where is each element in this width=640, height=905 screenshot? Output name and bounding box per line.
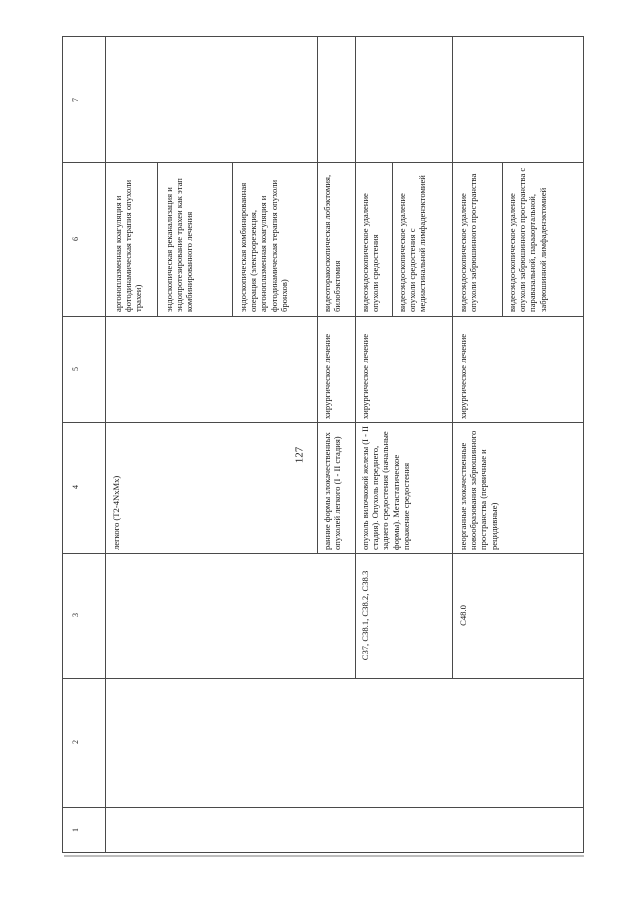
col-boundary-1-2: [62, 807, 584, 808]
retro-method-2: видеоэндоскопическое удаление опухоли забрюшинного пространства с паравазальной, парааортальной, забрюшинной лимфаденэктомией: [507, 167, 548, 312]
table-border-top: [62, 36, 584, 37]
lung-method-1: аргоноплазменная коагуляция и фотодинамическая терапия опухоли трахеи): [113, 179, 144, 312]
retro-treatment: хирургическое лечение: [458, 333, 468, 419]
thymus-codes: C37, C38.1, C38.2, C38.3: [360, 570, 370, 661]
scan-shadow: [64, 855, 584, 857]
col-header-6: 6: [71, 237, 80, 241]
row-sep-thymus: [355, 36, 356, 679]
lung-diagnosis: легкого (T2-4NxMx): [111, 475, 121, 550]
thymus-method-1: видеоэндоскопическое удаление опухоли средостения: [360, 193, 381, 312]
thymus-diagnosis: опухоль вилочковой железы (I - II стадия). Опухоль переднего, заднего средостения (начальные формы). Метастатическое поражение средостения: [360, 426, 411, 550]
col-header-2: 2: [71, 740, 80, 744]
col-boundary-2-3: [62, 678, 584, 679]
retro-method-1: видеоэндоскопическое удаление опухоли забрюшинного пространства: [458, 173, 479, 312]
lung-method-2: эндоскопическая реканализация и эндопротезирование трахеи как этап комбинированного лечения: [164, 178, 195, 312]
col-boundary-4-5: [62, 422, 584, 423]
col-boundary-3-4: [62, 553, 584, 554]
col-header-3: 3: [71, 613, 80, 617]
thymus-treatment: хирургическое лечение: [360, 333, 370, 419]
lung-early-diagnosis: ранние формы злокачественных опухолей легкого (I - II стадия): [322, 432, 343, 550]
row4-sub-sep: [502, 162, 503, 316]
table-border-left: [62, 36, 63, 853]
lung-early-treatment: хирургическое лечение: [322, 333, 332, 419]
col-header-7: 7: [71, 98, 80, 102]
table-border-right: [583, 36, 584, 853]
row1-sub-sep-b: [232, 162, 233, 316]
row1-sub-sep-a: [157, 162, 158, 316]
col-boundary-6-7: [62, 162, 584, 163]
lung-method-3: эндоскопическая комбинированная операция (электрорезекция, аргоноплазменная коагуляция и фотодинамическая терапия опухоли бронхов): [238, 179, 289, 312]
col-header-4: 4: [71, 485, 80, 489]
header-separator: [105, 36, 106, 853]
col-header-5: 5: [71, 367, 80, 371]
thymus-method-2: видеоэндоскопическое удаление опухоли средостения с медиастинальной лимфаденэктомией: [397, 175, 428, 312]
lung-early-method: видеоторакоскопическая лобэктомия, билобэктомия: [322, 174, 343, 312]
retro-codes: C48.0: [458, 605, 468, 626]
col-header-1: 1: [71, 828, 80, 832]
page-number: 127: [293, 446, 306, 464]
table-border-bottom: [62, 852, 584, 853]
col-boundary-5-6: [62, 316, 584, 317]
row-sep-retro: [452, 36, 453, 679]
retro-diagnosis: неорганные злокачественные новообразования забрюшинного пространства (первичные и рецидивные): [458, 430, 499, 550]
row-sep-lung-early: [317, 36, 318, 554]
row3-sub-sep: [392, 162, 393, 316]
